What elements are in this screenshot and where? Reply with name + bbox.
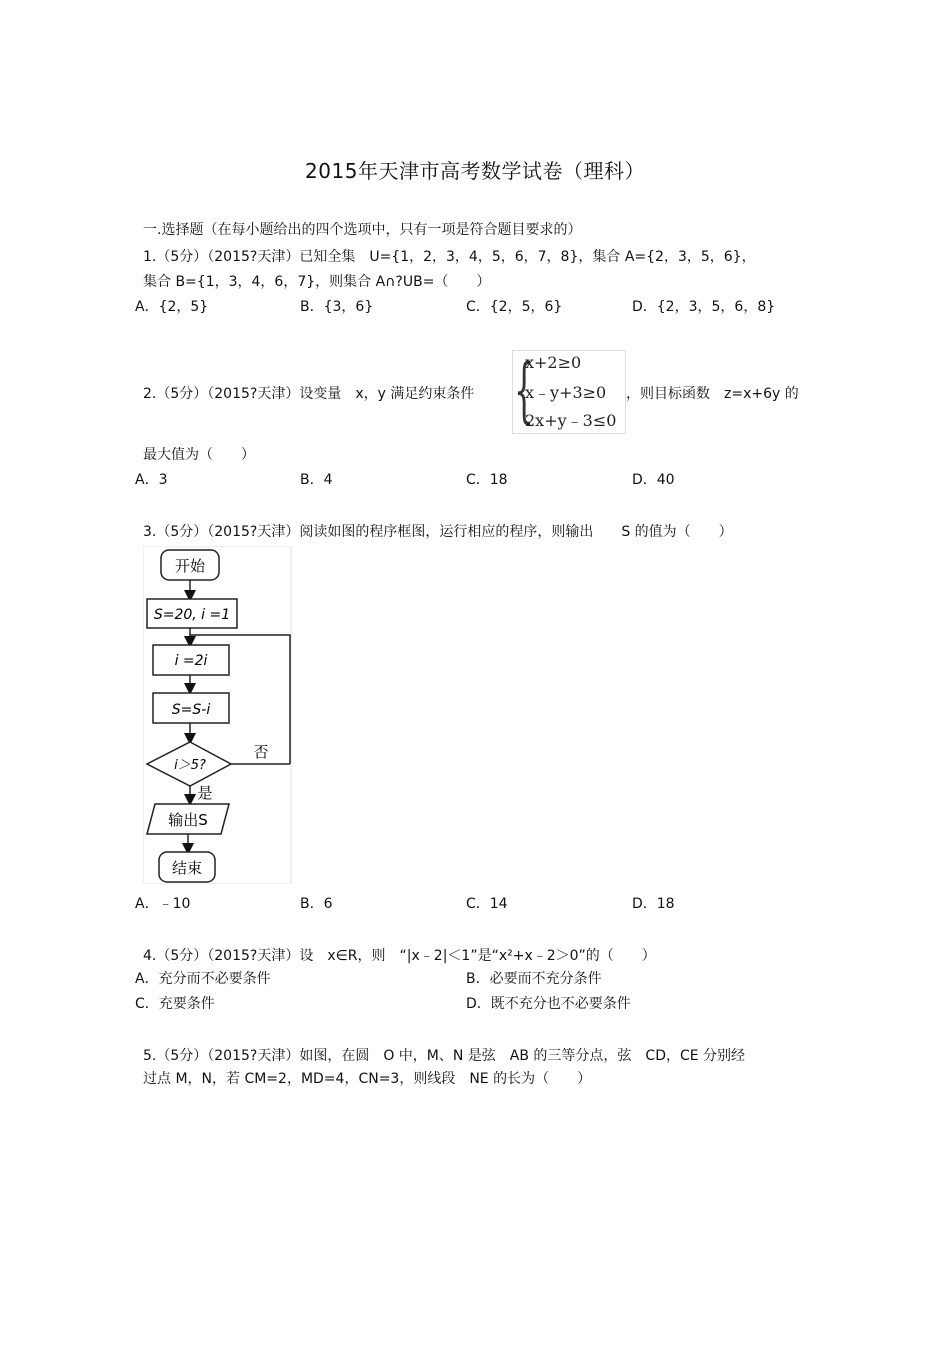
q2-option-a: A．3 — [135, 472, 168, 488]
q2-line2: 最大值为（ ） — [143, 447, 255, 463]
q1-line2: 集合 B={1，3，4，6，7}，则集合 A∩?UB=（ ） — [143, 274, 491, 290]
section-heading: 一.选择题（在每小题给出的四个选项中，只有一项是符合题目要求的） — [143, 222, 582, 238]
q3-line1: 3.（5分）（2015?天津）阅读如图的程序框图，运行相应的程序，则输出 S 的值为（ ） — [143, 524, 733, 540]
q1-option-b: B．{3，6} — [300, 299, 374, 315]
q3-option-c: C．14 — [466, 896, 508, 912]
constraint-3: 2x+y﹣3≤0 — [525, 411, 617, 430]
q5-line2: 过点 M，N，若 CM=2，MD=4，CN=3，则线段 NE 的长为（ ） — [143, 1071, 592, 1087]
fc-output-text: 输出S — [168, 811, 208, 829]
fc-decision-text: i＞5? — [174, 758, 206, 773]
q2-tail: ，则目标函数 z=x+6y 的 — [626, 386, 799, 402]
q4-line1: 4.（5分）（2015?天津）设 x∈R，则 “|x﹣2|＜1”是“x²+x﹣2＞0”的（ ） — [143, 948, 656, 964]
q5-line1: 5.（5分）（2015?天津）如图，在圆 O 中，M、N 是弦 AB 的三等分点，弦 CD，CE 分别经 — [143, 1048, 746, 1064]
constraint-system — [512, 350, 626, 434]
q1-option-a: A．{2，5} — [135, 299, 209, 315]
q2-lead: 2.（5分）（2015?天津）设变量 x，y 满足约束条件 — [143, 386, 475, 402]
fc-start-text: 开始 — [174, 557, 206, 575]
fc-no-label: 否 — [253, 743, 269, 761]
fc-end-text: 结束 — [171, 859, 203, 877]
q1-option-d: D．{2，3，5，6，8} — [632, 299, 776, 315]
q3-option-a: A．﹣10 — [135, 896, 191, 912]
q1-option-c: C．{2，5，6} — [466, 299, 563, 315]
q2-option-d: D．40 — [632, 472, 675, 488]
q4-option-d: D．既不充分也不必要条件 — [466, 996, 631, 1012]
q4-option-b: B．必要而不充分条件 — [466, 971, 602, 987]
q4-option-c: C．充要条件 — [135, 996, 215, 1012]
page-title: 2015年天津市高考数学试卷（理科） — [305, 159, 645, 183]
q2-option-c: C．18 — [466, 472, 508, 488]
q1-line1: 1.（5分）（2015?天津）已知全集 U={1，2，3，4，5，6，7，8}，集合 A={2，3，5，6}， — [143, 249, 756, 265]
fc-yes-label: 是 — [197, 784, 213, 802]
brace-icon: { — [514, 349, 535, 431]
q3-option-d: D．18 — [632, 896, 675, 912]
fc-init-text: S=20, i =1 — [153, 607, 231, 623]
q4-option-a: A．充分而不必要条件 — [135, 971, 271, 987]
q2-option-b: B．4 — [300, 472, 333, 488]
constraint-2: x﹣y+3≥0 — [525, 383, 607, 402]
fc-step1-text: i =2i — [174, 653, 208, 669]
fc-step2-text: S=S-i — [171, 702, 211, 718]
constraint-1: x+2≥0 — [525, 353, 582, 372]
flowchart — [143, 546, 293, 884]
q3-option-b: B．6 — [300, 896, 333, 912]
